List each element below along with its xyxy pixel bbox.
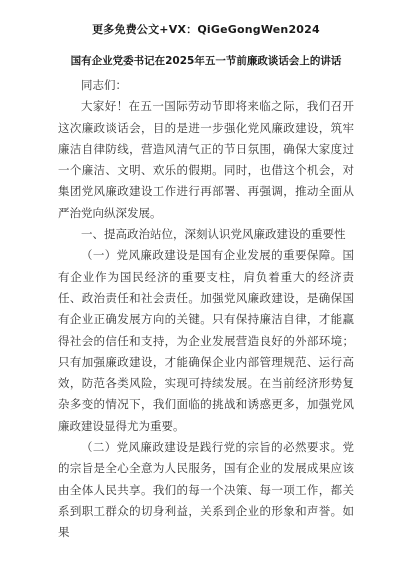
- paragraph-intro: 大家好！在五一国际劳动节即将来临之际，我们召开这次廉政谈话会，目的是进一步强化党风廉政建设，筑牢廉洁自律防线，营造风清气正的节日氛围，确保大家度过一个廉洁、文明、欢乐的假期。同时，也借这个机会，对集团党风廉政建设工作进行再部署、再强调，推动全面从严治党向纵深发展。: [58, 99, 354, 220]
- paragraph-1-2: （二）党风廉政建设是践行党的宗旨的必然要求。党的宗旨是全心全意为人民服务，国有企业的发展成果应该由全体人民共享。我们的每一个决策、每一项工作，都关系到职工群众的切身利益，关系到企业的形象和声誉。如果: [58, 440, 354, 540]
- paragraph-1-1: （一）党风廉政建设是国有企业发展的重要保障。国有企业作为国民经济的重要支柱，肩负着重大的经济责任、政治责任和社会责任。加强党风廉政建设，是确保国有企业正确发展方向的关键。只有保持廉洁自律，才能赢得社会的信任和支持，为企业发展营造良好的外部环境；只有加强廉政建设，才能确保企业内部管理规范、运行高效，防范各类风险，实现可持续发展。在当前经济形势复杂多变的情况下，我们面临的挑战和诱惑更多，加强党风廉政建设显得尤为重要。: [58, 248, 354, 433]
- document-title: 国有企业党委书记在2025年五一节前廉政谈话会上的讲话: [70, 55, 342, 67]
- section-heading-1: 一、提高政治站位，深刻认识党风廉政建设的重要性: [81, 227, 346, 242]
- salutation: 同志们：: [81, 78, 127, 92]
- promo-header: 更多免费公文+VX：QiGeGongWen2024: [92, 23, 320, 36]
- document-body: [58, 75, 354, 544]
